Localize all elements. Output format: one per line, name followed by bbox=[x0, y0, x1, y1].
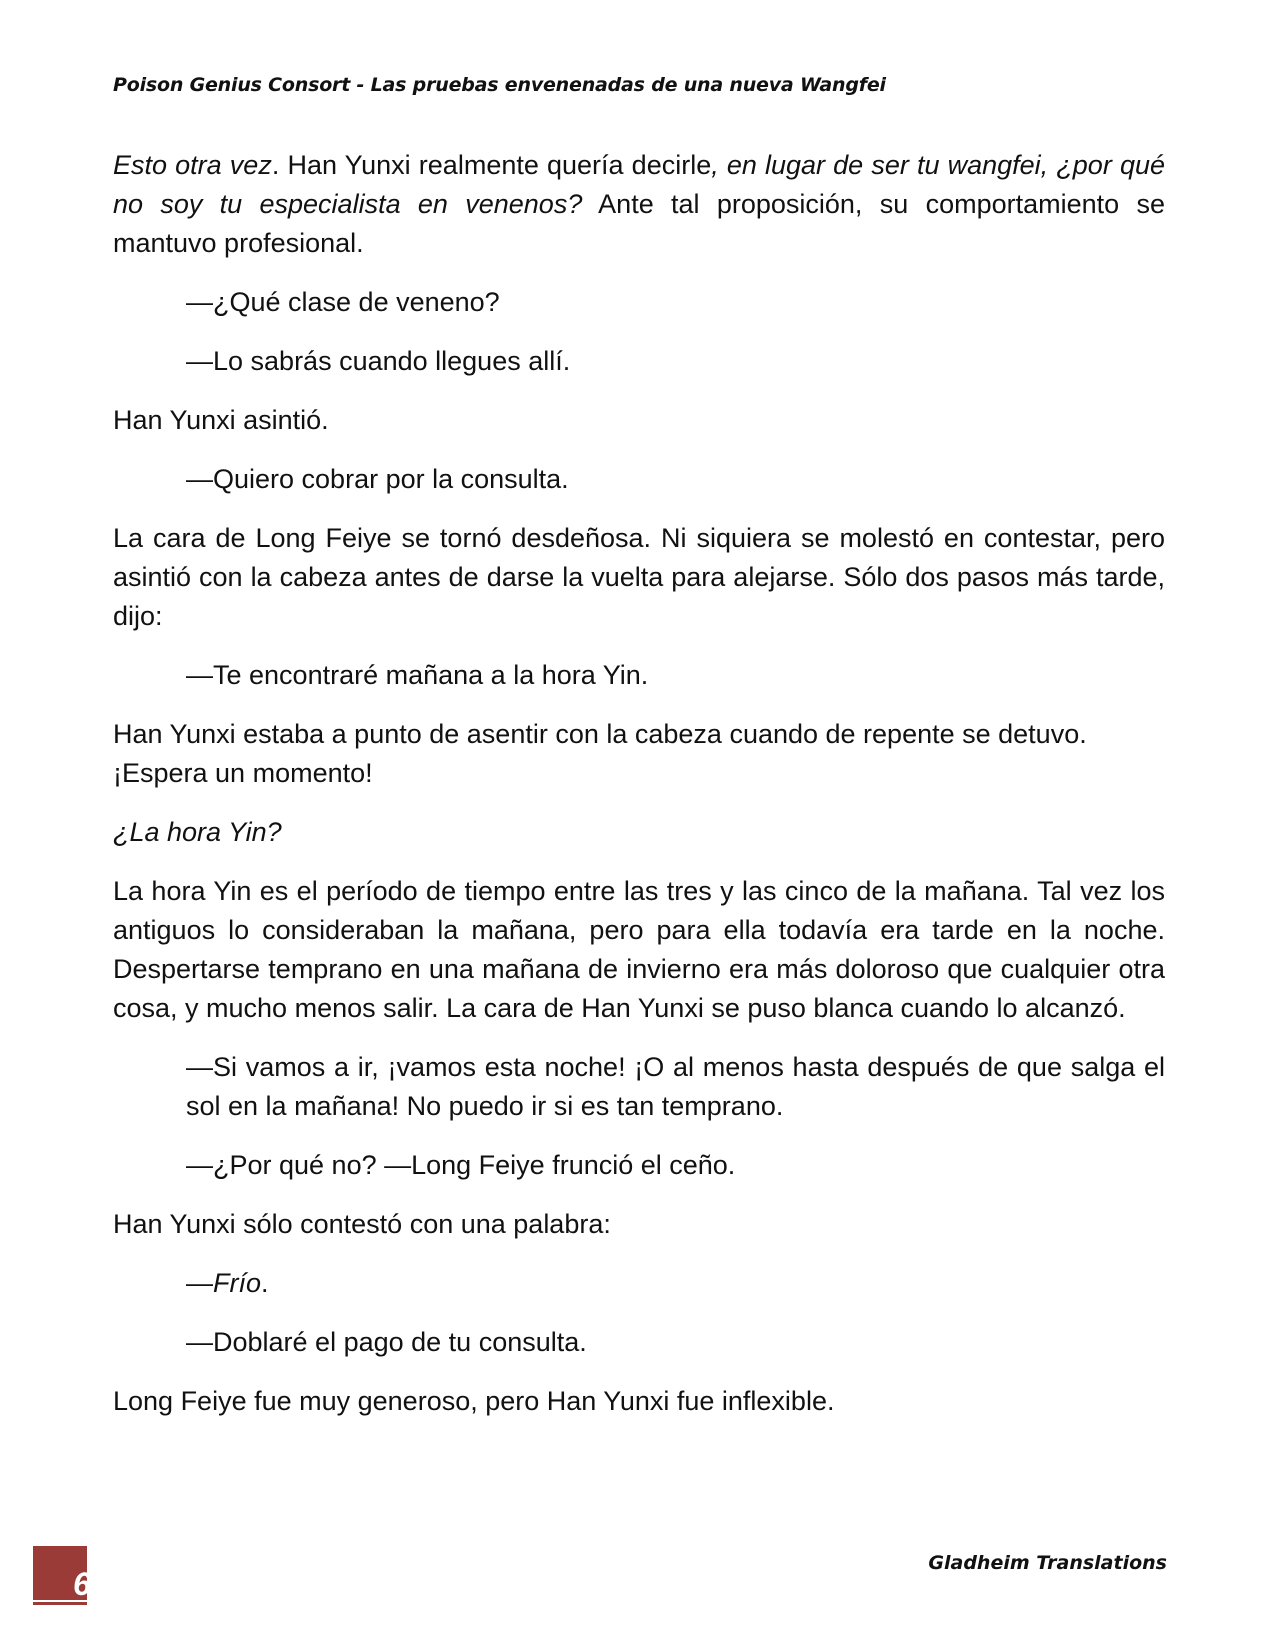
footer-brand: Gladheim Translations bbox=[928, 1552, 1167, 1574]
page-number-block bbox=[33, 1546, 91, 1602]
text-segment: . bbox=[261, 1268, 269, 1298]
text-segment: Han Yunxi estaba a punto de asentir con la cabeza cuando de repente se detuvo. ¡Espera un momento! bbox=[113, 719, 1087, 788]
dialogue-paragraph bbox=[186, 342, 1165, 381]
page-number: 6 bbox=[73, 1566, 91, 1602]
text-segment: Esto otra vez bbox=[113, 150, 272, 180]
text-segment: Han Yunxi sólo contestó con una palabra: bbox=[113, 1209, 611, 1239]
narrative-paragraph bbox=[113, 715, 1165, 793]
text-segment: Long Feiye fue muy generoso, pero Han Yunxi fue inflexible. bbox=[113, 1386, 835, 1416]
text-segment: —Lo sabrás cuando llegues allí. bbox=[186, 346, 571, 376]
narrative-paragraph bbox=[113, 146, 1165, 263]
dialogue-paragraph bbox=[186, 656, 1165, 695]
text-segment: Han Yunxi asintió. bbox=[113, 405, 329, 435]
narrative-paragraph bbox=[113, 872, 1165, 1028]
text-segment: Frío bbox=[213, 1268, 262, 1298]
text-segment: La hora Yin es el período de tiempo entre las tres y las cinco de la mañana. Tal vez los antiguos lo consideraban la mañana, pero para ella todavía era tarde en la noche. Despertarse temprano en una mañana de invierno era más doloroso que cualquier otra cosa, y mucho menos salir. La cara de Han Yunxi se puso blanca cuando lo alcanzó. bbox=[113, 876, 1165, 1023]
text-segment: La cara de Long Feiye se tornó desdeñosa. Ni siquiera se molestó en contestar, pero asintió con la cabeza antes de darse la vuelta para alejarse. Sólo dos pasos más tarde, dijo: bbox=[113, 523, 1165, 631]
text-segment: —Te encontraré mañana a la hora Yin. bbox=[186, 660, 649, 690]
text-segment: —¿Por qué no? —Long Feiye frunció el ceño. bbox=[186, 1150, 736, 1180]
narrative-paragraph bbox=[113, 519, 1165, 636]
text-segment: —Quiero cobrar por la consulta. bbox=[186, 464, 569, 494]
document-body bbox=[113, 146, 1165, 1441]
page-number-underline bbox=[33, 1602, 87, 1605]
narrative-paragraph bbox=[113, 1382, 1165, 1421]
dialogue-paragraph bbox=[186, 1264, 1165, 1303]
narrative-paragraph bbox=[113, 401, 1165, 440]
text-segment: Ante tal proposición, su comportamiento se mantuvo profesional. bbox=[113, 189, 1165, 258]
dialogue-paragraph bbox=[186, 460, 1165, 499]
text-segment: . Han Yunxi realmente quería decirle bbox=[271, 150, 712, 180]
text-segment: — bbox=[186, 1268, 213, 1298]
text-segment: —Doblaré el pago de tu consulta. bbox=[186, 1327, 587, 1357]
narrative-paragraph bbox=[113, 1205, 1165, 1244]
text-segment: , en lugar de ser tu wangfei, ¿por qué no soy tu especialista en venenos? bbox=[113, 150, 1165, 219]
text-segment: —¿Qué clase de veneno? bbox=[186, 287, 500, 317]
dialogue-paragraph bbox=[186, 283, 1165, 322]
dialogue-paragraph bbox=[186, 1146, 1165, 1185]
dialogue-paragraph bbox=[186, 1323, 1165, 1362]
text-segment: —Si vamos a ir, ¡vamos esta noche! ¡O al menos hasta después de que salga el sol en la mañana! No puedo ir si es tan temprano. bbox=[186, 1052, 1165, 1121]
text-segment: ¿La hora Yin? bbox=[113, 817, 282, 847]
dialogue-paragraph bbox=[186, 1048, 1165, 1126]
page-header-title: Poison Genius Consort - Las pruebas envenenadas de una nueva Wangfei bbox=[113, 74, 886, 96]
narrative-paragraph bbox=[113, 813, 1165, 852]
